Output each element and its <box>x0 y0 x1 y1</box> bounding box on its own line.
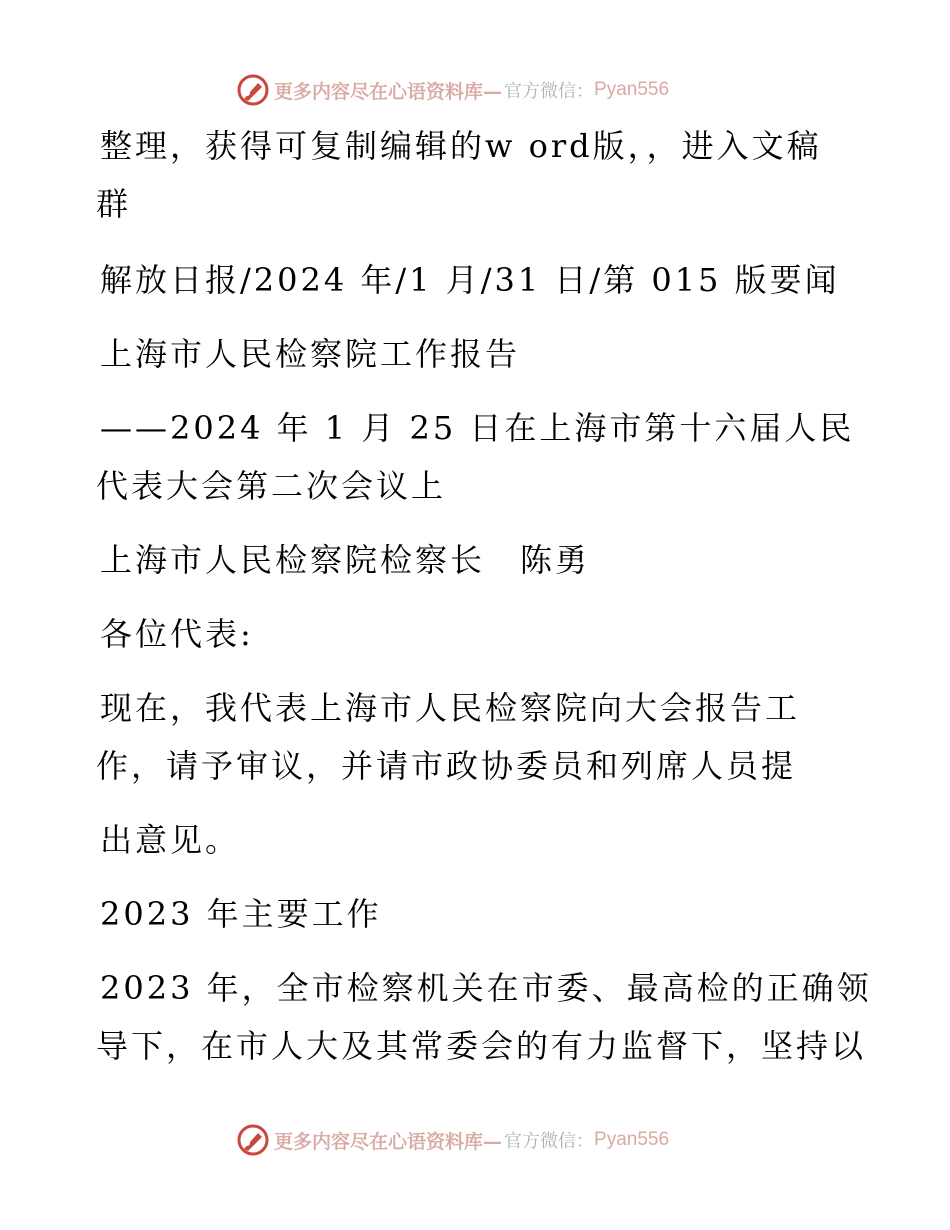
text-line: 代表大会第二次会议上 <box>96 467 447 505</box>
pen-logo-icon <box>236 1123 270 1157</box>
watermark-header <box>236 72 669 108</box>
text-line: 出意见。 <box>100 821 241 859</box>
text-line: 整理，获得可复制编辑的w ord版，，进入文稿 <box>100 127 822 165</box>
watermark-text: 更多内容尽在心语资料库— <box>274 80 503 103</box>
text-line: 导下，在市人大及其常委会的有力监督下，坚持以 <box>96 1027 867 1065</box>
watermark-label: 官方微信： <box>504 81 595 102</box>
text-line: 上海市人民检察院工作报告 <box>100 335 521 373</box>
text-line: 各位代表: <box>100 615 254 653</box>
watermark-account: Pyan556 <box>594 1129 670 1150</box>
watermark-label: 官方微信： <box>504 1131 595 1152</box>
text-line: 现在，我代表上海市人民检察院向大会报告工 <box>100 689 801 727</box>
text-line: 作，请予审议，并请市政协委员和列席人员提 <box>96 747 797 785</box>
text-line: 解放日报/2024 年/1 月/31 日/第 015 版要闻 <box>100 261 840 299</box>
text-line: 上海市人民检察院检察长 陈勇 <box>100 541 591 579</box>
text-line: 2023 年，全市检察机关在市委、最高检的正确领 <box>100 969 872 1007</box>
text-line: 2023 年主要工作 <box>100 895 382 933</box>
pen-logo-icon <box>236 73 270 107</box>
watermark-text: 更多内容尽在心语资料库— <box>274 1130 503 1153</box>
text-line: 群 <box>96 185 132 223</box>
text-line: ——2024 年 1 月 25 日在上海市第十六届人民 <box>100 409 855 447</box>
watermark-footer <box>236 1122 669 1158</box>
watermark-account: Pyan556 <box>594 79 670 100</box>
